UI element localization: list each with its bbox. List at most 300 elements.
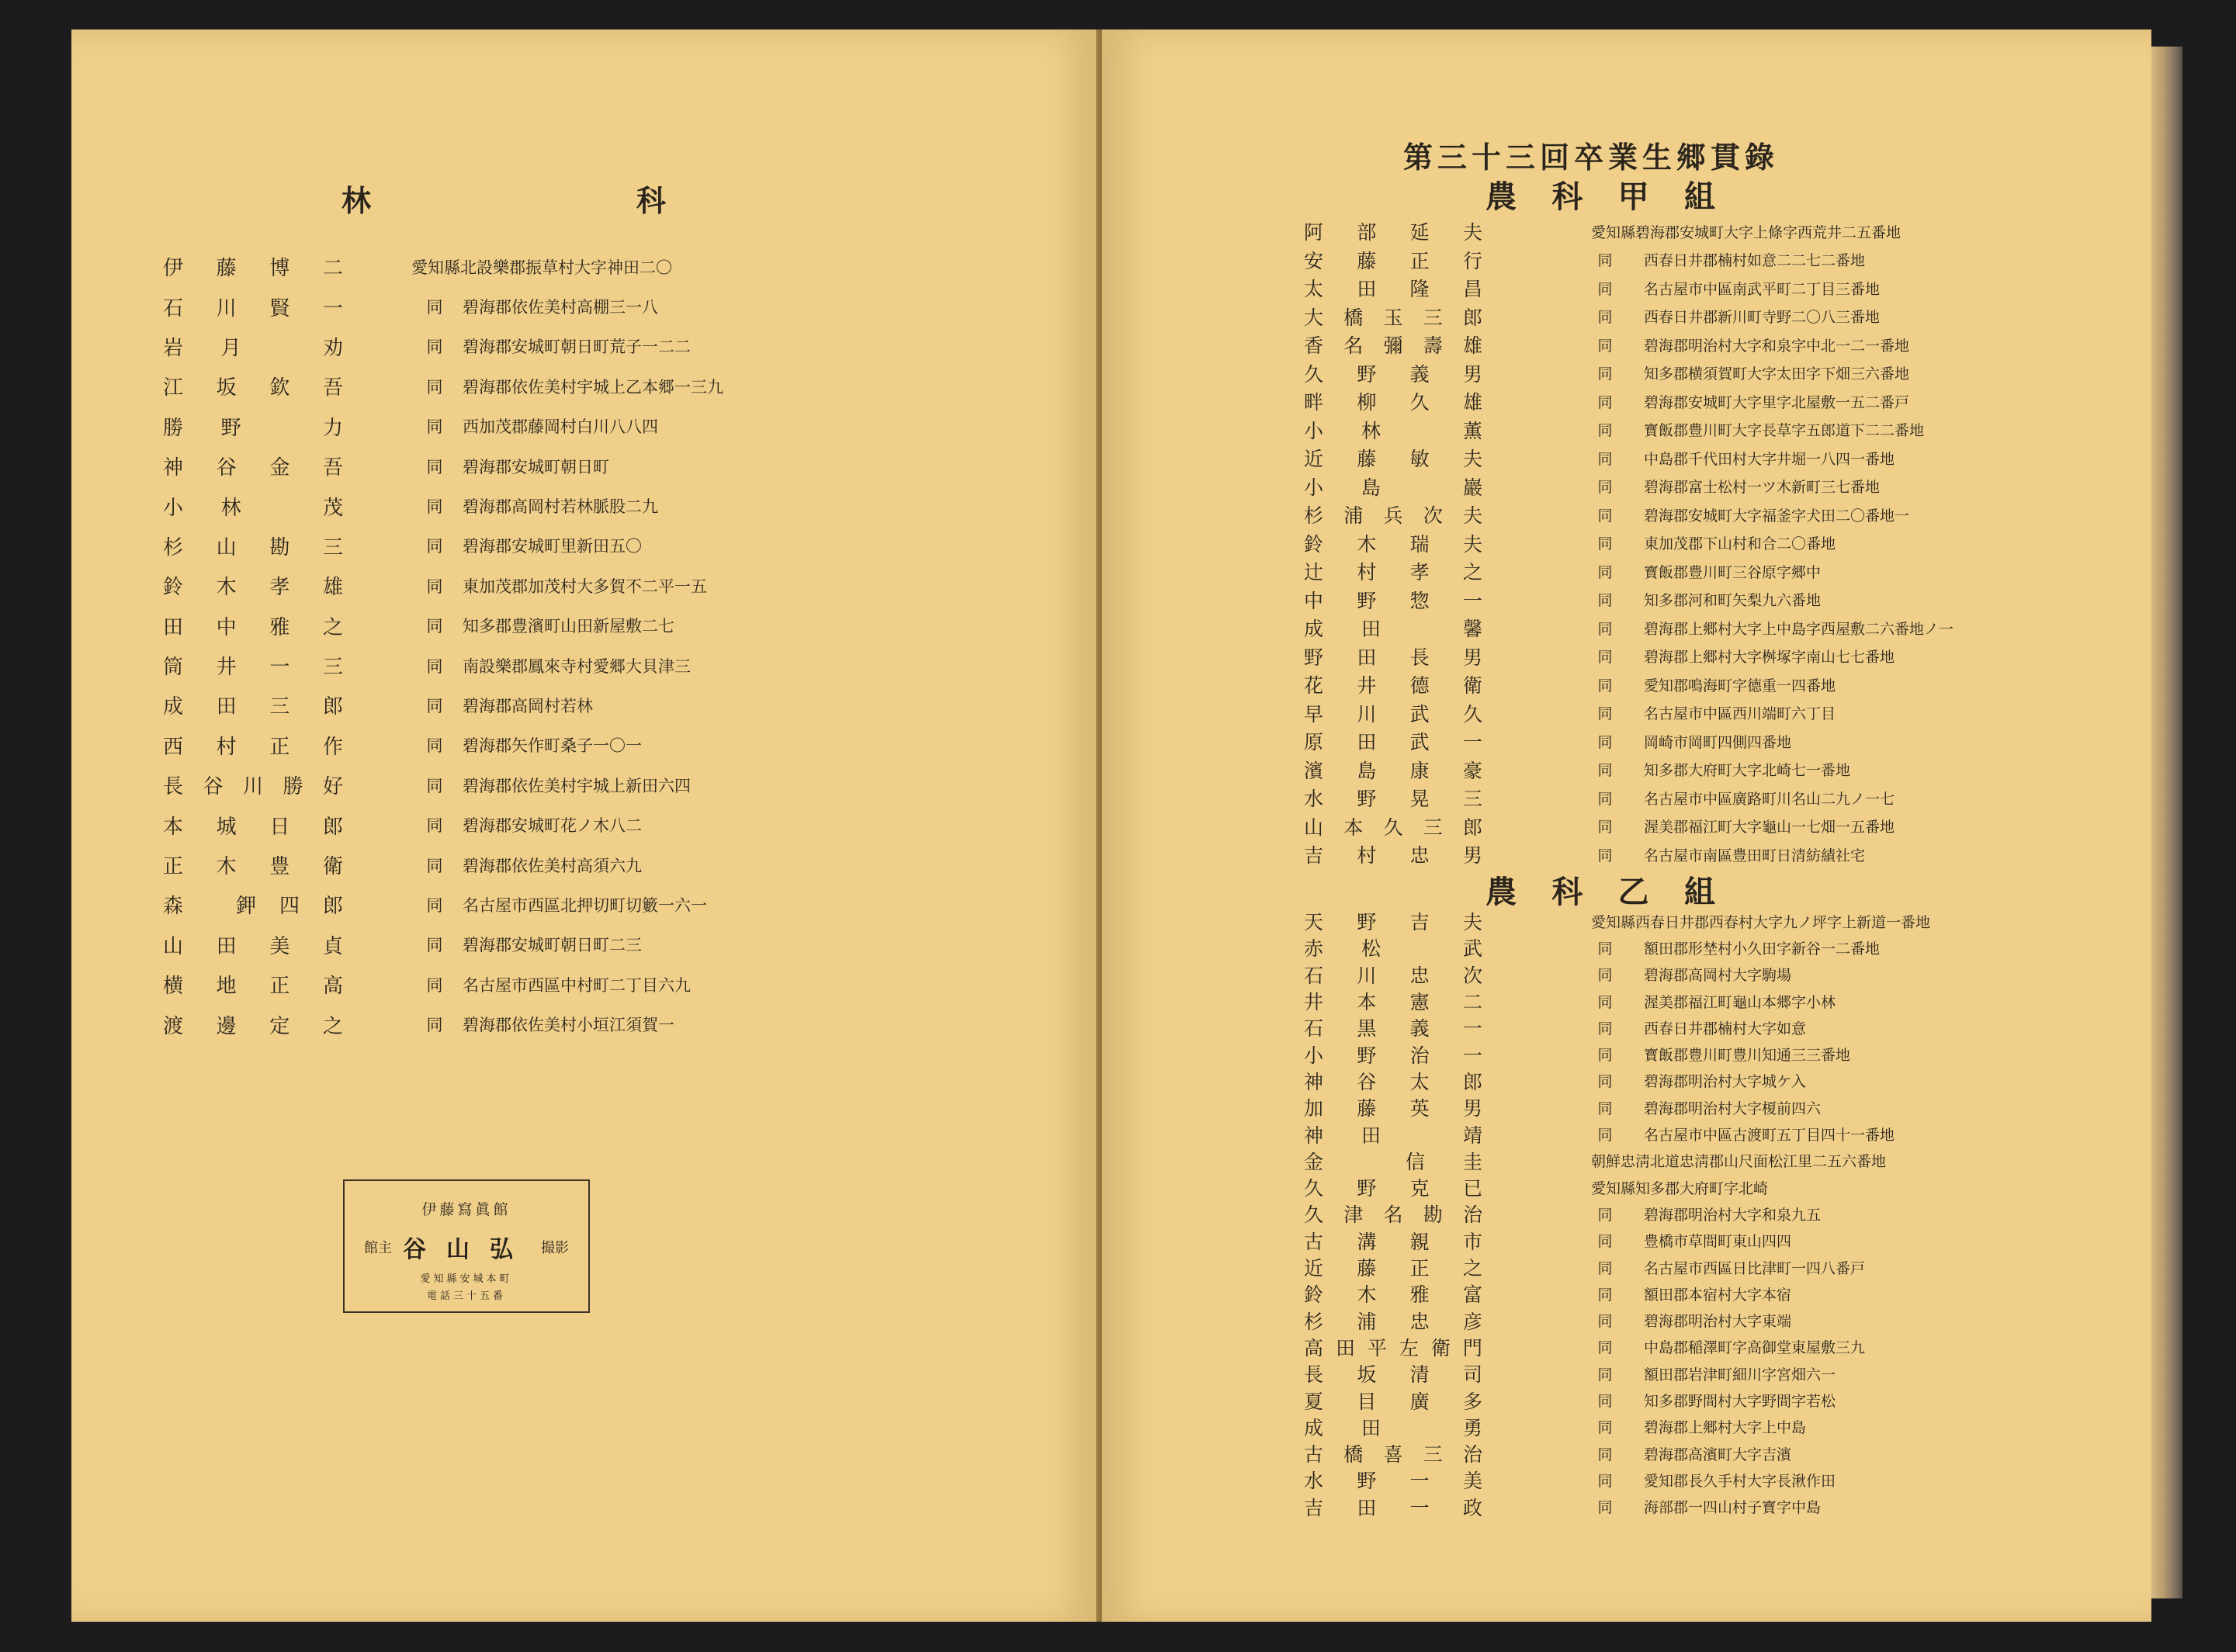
student-name-char xyxy=(1419,1120,1425,1148)
student-name-char: 田 xyxy=(216,934,237,958)
student-name xyxy=(163,811,343,840)
ditto-mark: 同 xyxy=(426,617,443,636)
home-address: 碧海郡明治村大字和泉字中北一二一番地 xyxy=(1644,337,1910,355)
student-name-char: 花 xyxy=(1304,674,1324,698)
student-name-char: 巖 xyxy=(1462,476,1482,499)
student-name-char: 林 xyxy=(220,496,241,520)
student-name-char: 雅 xyxy=(1409,1283,1430,1307)
section-title-char xyxy=(498,177,510,220)
student-name-char: 筒 xyxy=(163,656,184,680)
student-name xyxy=(1304,756,1482,784)
student-name-char: 中 xyxy=(1304,589,1324,612)
student-name-char: 部 xyxy=(1357,221,1377,244)
student-name-char: 野 xyxy=(1357,362,1377,386)
student-name-char: 鉀 xyxy=(236,895,257,919)
home-address: 西春日井郡楠村如意二二七二番地 xyxy=(1644,252,1866,270)
roster-row xyxy=(1304,303,2142,331)
student-name-char: 夫 xyxy=(1462,532,1482,556)
student-name-char: 夫 xyxy=(1462,221,1482,244)
student-name-char: 村 xyxy=(216,735,237,759)
student-name-char: 門 xyxy=(1462,1336,1482,1359)
student-name xyxy=(163,651,343,680)
home-address: 中島郡千代田村大字井堀一八四一番地 xyxy=(1644,450,1895,468)
roster-row xyxy=(1304,1228,2142,1254)
student-name xyxy=(1304,1280,1482,1307)
student-name-char: 平 xyxy=(1367,1336,1387,1359)
roster-row xyxy=(1304,988,2142,1014)
student-name xyxy=(1304,812,1482,840)
student-name-char: 茂 xyxy=(322,496,343,520)
roster-row xyxy=(163,606,861,646)
student-name-char: 之 xyxy=(1462,561,1482,584)
student-name-char: 左 xyxy=(1399,1336,1419,1359)
home-address: 中島郡稲澤町字高御堂東屋敷三九 xyxy=(1644,1339,1866,1357)
home-address: 碧海郡安城町里新田五〇 xyxy=(463,537,642,556)
student-name xyxy=(163,452,343,480)
home-address: 寳飯郡豊川町大字長草字五郎道下二二番地 xyxy=(1644,422,1925,440)
student-name-char: 昌 xyxy=(1462,278,1482,301)
student-name xyxy=(1304,1413,1482,1441)
home-address: 碧海郡安城町朝日町二三 xyxy=(463,936,642,955)
student-name xyxy=(1304,557,1482,585)
home-address: 東加茂郡下山村和合二〇番地 xyxy=(1644,535,1836,553)
student-name-char: 義 xyxy=(1409,1017,1430,1041)
student-name-char: 壽 xyxy=(1423,334,1443,358)
student-name-char: 市 xyxy=(1462,1230,1482,1253)
student-name xyxy=(1304,961,1482,989)
student-name xyxy=(163,532,343,560)
ditto-mark: 同 xyxy=(1597,1047,1613,1065)
home-address: 知多郡河和町矢梨九六番地 xyxy=(1644,592,1822,610)
student-name-char: 木 xyxy=(216,576,237,600)
student-name-char: 山 xyxy=(163,934,184,958)
student-name-char: 杉 xyxy=(1304,1310,1324,1333)
roster-row xyxy=(163,446,861,486)
student-name-char: 近 xyxy=(1304,1257,1324,1280)
student-name xyxy=(1304,246,1482,274)
student-name-char: 親 xyxy=(1409,1230,1430,1253)
student-name-char: 治 xyxy=(1462,1443,1482,1467)
ditto-mark: 同 xyxy=(1597,1259,1613,1277)
student-name-char: 正 xyxy=(269,735,290,759)
student-name-char: 田 xyxy=(216,695,237,719)
group-title-char: 乙 xyxy=(1617,874,1649,910)
roster-row xyxy=(1304,1148,2142,1174)
roster-row xyxy=(163,526,861,566)
student-name-char: 郎 xyxy=(322,695,343,719)
student-name-char: 邊 xyxy=(216,1014,237,1038)
home-address: 東加茂郡加茂村大多賀不二平一五 xyxy=(463,577,707,596)
student-name-char: 藤 xyxy=(1357,249,1377,272)
ditto-mark: 同 xyxy=(1597,1446,1613,1463)
student-name-char: 田 xyxy=(1357,278,1377,301)
student-name-char: 柳 xyxy=(1357,391,1377,414)
home-address: 豊橋市草間町東山四四 xyxy=(1644,1233,1792,1251)
student-name-char: 一 xyxy=(1462,1044,1482,1067)
student-name-char: 勘 xyxy=(1423,1204,1443,1227)
ditto-mark: 同 xyxy=(1597,677,1613,694)
student-name-char: 武 xyxy=(1409,702,1430,726)
roster-row xyxy=(163,407,861,446)
student-name-char: 辻 xyxy=(1304,561,1324,584)
stamp-proprietor-line xyxy=(364,1230,569,1264)
student-name-char: 男 xyxy=(1462,646,1482,669)
student-name-char: 德 xyxy=(1409,674,1430,698)
home-address: 朝鮮忠淸北道忠淸郡山尺面松江里二五六番地 xyxy=(1591,1153,1887,1171)
student-name-char: 郎 xyxy=(322,895,343,919)
student-name-char: 吾 xyxy=(322,376,343,400)
student-name-char: 安 xyxy=(1304,249,1324,272)
student-name-char: 克 xyxy=(1409,1177,1430,1200)
student-name-char: 橋 xyxy=(1343,306,1364,329)
student-name-char: 夏 xyxy=(1304,1390,1324,1413)
student-name-char: 一 xyxy=(1409,1496,1430,1519)
roster-row xyxy=(163,685,861,725)
student-name-char: 石 xyxy=(1304,964,1324,987)
ditto-mark: 同 xyxy=(1597,1472,1613,1490)
student-name-char: 石 xyxy=(1304,1017,1324,1041)
home-address: 愛知郡長久手村大字長湫作田 xyxy=(1644,1472,1836,1490)
roster-row xyxy=(1304,727,2142,756)
student-name-char: 小 xyxy=(1304,419,1324,442)
student-name-char: 衛 xyxy=(1462,674,1482,698)
student-name-char: 小 xyxy=(1304,1044,1324,1067)
roster-row xyxy=(1304,1387,2142,1413)
ditto-mark: 同 xyxy=(1597,1206,1613,1224)
roster-row xyxy=(1304,756,2142,784)
stamp-studio-name: 伊藤寫眞館 xyxy=(421,1201,511,1218)
home-address: 渥美郡福江町大字龜山一七畑一五番地 xyxy=(1644,819,1895,836)
student-name-char: 三 xyxy=(1423,816,1443,839)
student-name xyxy=(1304,642,1482,670)
group-title-char: 農 xyxy=(1485,874,1517,910)
student-name xyxy=(1304,1359,1482,1387)
home-address: 西春日井郡楠村大字如意 xyxy=(1644,1020,1807,1037)
home-address: 碧海郡明治村大字和泉九五 xyxy=(1644,1206,1822,1224)
ditto-mark: 同 xyxy=(1597,1313,1613,1331)
student-name-char xyxy=(1419,1413,1425,1441)
roster-row xyxy=(1304,359,2142,388)
section-title-char: 林 xyxy=(341,183,373,218)
roster-row xyxy=(1304,1414,2142,1440)
student-name-char xyxy=(279,332,285,361)
student-name-char: 喜 xyxy=(1383,1443,1403,1467)
student-name-char: 藤 xyxy=(1357,448,1377,471)
student-name xyxy=(1304,529,1482,557)
student-name-char: 夫 xyxy=(1462,504,1482,528)
home-address: 碧海郡明治村大字榎前四六 xyxy=(1644,1100,1822,1117)
student-name-char: 川 xyxy=(1357,964,1377,987)
student-name xyxy=(1304,1466,1482,1494)
student-name-char xyxy=(206,890,213,919)
student-name-char: 廣 xyxy=(1409,1390,1430,1413)
ditto-mark: 同 xyxy=(426,656,443,676)
student-name xyxy=(1304,359,1482,387)
student-name-char: 井 xyxy=(1304,991,1324,1014)
home-address: 名古屋市西區日比津町一四八番戸 xyxy=(1644,1259,1866,1277)
student-name-char: 本 xyxy=(1357,991,1377,1014)
roster-row xyxy=(1304,331,2142,359)
ditto-mark: 同 xyxy=(1597,1127,1613,1145)
roster-row xyxy=(163,286,861,326)
home-address: 額田郡形埜村小久田字新谷一二番地 xyxy=(1644,940,1881,958)
ditto-mark: 同 xyxy=(426,736,443,756)
student-name-char: 豊 xyxy=(269,855,290,879)
student-name xyxy=(1304,444,1482,472)
student-name-char: 谷 xyxy=(216,456,237,480)
student-name-char: 杉 xyxy=(1304,504,1324,528)
student-name-char: 彦 xyxy=(1462,1310,1482,1333)
group-title-char: 科 xyxy=(1551,178,1583,215)
home-address: 額田郡本宿村大字本宿 xyxy=(1644,1286,1792,1304)
student-name-char: 勝 xyxy=(283,775,303,799)
student-name-char: 三 xyxy=(322,535,343,559)
stamp-address: 愛知縣安城本町 xyxy=(420,1273,513,1285)
student-name xyxy=(1304,1253,1482,1281)
student-name-char: 鈴 xyxy=(1304,1283,1324,1307)
student-name-char: 松 xyxy=(1361,937,1381,961)
student-name-char: 一 xyxy=(1462,589,1482,612)
roster-row xyxy=(1304,961,2142,988)
student-name-char: 孝 xyxy=(269,576,290,600)
student-name-char: 森 xyxy=(163,895,184,919)
student-name xyxy=(1304,1307,1482,1335)
student-name-char: 豪 xyxy=(1462,759,1482,782)
roster-row xyxy=(1304,1307,2142,1333)
student-name-char: 博 xyxy=(269,257,290,281)
group-b-roster xyxy=(1304,908,2142,1520)
student-name-char: 香 xyxy=(1304,334,1324,358)
ditto-mark: 同 xyxy=(426,577,443,596)
student-name xyxy=(1304,1387,1482,1415)
ditto-mark: 同 xyxy=(1597,705,1613,723)
studio-stamp xyxy=(343,1179,590,1313)
student-name-char: 長 xyxy=(1409,646,1430,669)
student-name-char: 二 xyxy=(1462,991,1482,1014)
roster-row xyxy=(1304,274,2142,303)
student-name xyxy=(1304,303,1482,331)
student-name-char: 西 xyxy=(163,735,184,759)
student-name-char: 武 xyxy=(1462,937,1482,961)
student-name xyxy=(1304,416,1482,444)
student-name-char: 貞 xyxy=(322,934,343,958)
student-name-char: 男 xyxy=(1462,844,1482,868)
student-name-char: 谷 xyxy=(1357,1070,1377,1093)
student-name-char: 信 xyxy=(1405,1150,1425,1173)
page-title: 第三十三回卒業生郷貫錄 xyxy=(1403,140,1780,175)
student-name xyxy=(163,332,343,361)
student-name-char: 玉 xyxy=(1383,306,1403,329)
student-name-char: 久 xyxy=(1462,702,1482,726)
roster-row xyxy=(1304,1494,2142,1520)
student-name-char: 瑞 xyxy=(1409,532,1430,556)
roster-row xyxy=(163,805,861,844)
student-name-char: 馨 xyxy=(1462,618,1482,641)
student-name xyxy=(1304,1120,1482,1148)
student-name-char: 一 xyxy=(269,656,290,680)
ditto-mark: 同 xyxy=(1597,280,1613,298)
ditto-mark: 同 xyxy=(1597,1392,1613,1410)
ditto-mark: 同 xyxy=(1597,309,1613,327)
student-name-char: 太 xyxy=(1304,278,1324,301)
ditto-mark: 同 xyxy=(1597,365,1613,383)
ditto-mark: 同 xyxy=(1597,790,1613,808)
student-name xyxy=(1304,1067,1482,1095)
student-name-char: 正 xyxy=(1409,1257,1430,1280)
home-address: 碧海郡上郷村大字上中島字西屋敷二六番地ノ一 xyxy=(1644,620,1954,638)
student-name-char: 岩 xyxy=(163,336,184,360)
student-name-char: 夫 xyxy=(1462,911,1482,934)
student-name-char: 赤 xyxy=(1304,937,1324,961)
student-name-char: 濱 xyxy=(1304,759,1324,782)
ditto-mark: 同 xyxy=(1597,993,1613,1011)
student-name-char: 久 xyxy=(1304,362,1324,386)
home-address: 西春日井郡新川町寺野二〇八三番地 xyxy=(1644,309,1881,327)
home-address: 岡崎市岡町四側四番地 xyxy=(1644,733,1792,751)
student-name-char: 一 xyxy=(1409,1470,1430,1493)
roster-row xyxy=(1304,1041,2142,1067)
student-name-char: 久 xyxy=(1304,1177,1324,1200)
student-name-char: 本 xyxy=(163,815,184,839)
student-name-char: 彌 xyxy=(1383,334,1403,358)
roster-row xyxy=(1304,614,2142,642)
roster-row xyxy=(1304,557,2142,586)
home-address: 愛知縣碧海郡安城町大字上條字西荒井二五番地 xyxy=(1591,223,1901,241)
roster-row xyxy=(1304,416,2142,445)
student-name-char: 地 xyxy=(216,975,237,999)
roster-row xyxy=(1304,1094,2142,1120)
student-name xyxy=(1304,1173,1482,1201)
student-name-char: 成 xyxy=(1304,1416,1324,1439)
ditto-mark: 同 xyxy=(426,696,443,715)
student-name-char: 靖 xyxy=(1462,1124,1482,1147)
student-name-char: 野 xyxy=(1357,1044,1377,1067)
student-name xyxy=(163,1010,343,1039)
stamp-phone: 電話三十五番 xyxy=(426,1290,506,1302)
roster-row xyxy=(1304,1014,2142,1041)
home-address: 碧海郡安城町花ノ木八二 xyxy=(463,816,642,836)
roster-row xyxy=(163,925,861,965)
student-name-char: 野 xyxy=(1357,1177,1377,1200)
ditto-mark: 同 xyxy=(426,298,443,317)
home-address: 知多郡野間村大字野間字若松 xyxy=(1644,1392,1836,1410)
student-name-char: 野 xyxy=(1357,589,1377,612)
student-name-char: 井 xyxy=(1357,674,1377,698)
ditto-mark: 同 xyxy=(426,537,443,556)
student-name-char: 司 xyxy=(1462,1363,1482,1387)
student-name-char: 山 xyxy=(216,535,237,559)
student-name-char: 英 xyxy=(1409,1097,1430,1120)
home-address: 名古屋市南區豊田町日清紡績社宅 xyxy=(1644,847,1866,864)
student-name xyxy=(163,930,343,959)
home-address: 愛知縣北設樂郡振草村大字神田二〇 xyxy=(411,258,672,277)
student-name-char: 正 xyxy=(269,975,290,999)
student-name xyxy=(163,571,343,600)
forestry-section-title xyxy=(341,177,667,220)
ditto-mark: 同 xyxy=(1597,592,1613,610)
student-name-char: 島 xyxy=(1357,759,1377,782)
student-name xyxy=(1304,1093,1482,1121)
student-name-char: 成 xyxy=(1304,618,1324,641)
ditto-mark: 同 xyxy=(1597,620,1613,638)
student-name-char: 坂 xyxy=(216,376,237,400)
roster-row xyxy=(1304,699,2142,728)
home-address: 名古屋市中區廣路町川名山二九ノ一七 xyxy=(1644,790,1895,808)
group-a-roster xyxy=(1304,217,2142,869)
student-name-char: 三 xyxy=(1423,1443,1443,1467)
student-name-char: 久 xyxy=(1383,816,1403,839)
home-address: 寳飯郡豊川町豊川知通三三番地 xyxy=(1644,1047,1851,1065)
ditto-mark: 同 xyxy=(1597,535,1613,553)
student-name xyxy=(1304,670,1482,698)
home-address: 名古屋市中區南武平町二丁目三番地 xyxy=(1644,280,1881,298)
student-name-char: 神 xyxy=(163,456,184,480)
student-name-char: 渡 xyxy=(163,1014,184,1038)
student-name-char: 石 xyxy=(163,296,184,320)
roster-row xyxy=(1304,908,2142,934)
roster-row xyxy=(1304,642,2142,671)
home-address: 碧海郡安城町大字福釜字犬田二〇番地一 xyxy=(1644,507,1910,525)
roster-row xyxy=(1304,1334,2142,1360)
student-name-char: 美 xyxy=(1462,1470,1482,1493)
student-name-char: 勘 xyxy=(269,535,290,559)
student-name-char: 川 xyxy=(216,296,237,320)
student-name-char: 男 xyxy=(1462,1097,1482,1120)
student-name xyxy=(163,850,343,879)
student-name xyxy=(163,492,343,521)
ditto-mark: 同 xyxy=(1597,450,1613,468)
ditto-mark: 同 xyxy=(1597,337,1613,355)
home-address: 寳飯郡豊川町三谷原字郷中 xyxy=(1644,563,1822,581)
student-name-char: 長 xyxy=(1304,1363,1324,1387)
roster-row xyxy=(1304,1467,2142,1493)
student-name-char: 金 xyxy=(1304,1150,1324,1173)
student-name-char: 田 xyxy=(1357,646,1377,669)
student-name xyxy=(1304,1147,1482,1175)
student-name-char: 川 xyxy=(1357,702,1377,726)
student-name-char: 欽 xyxy=(269,376,290,400)
student-name-char: 隆 xyxy=(1409,278,1430,301)
student-name-char: 賢 xyxy=(269,296,290,320)
student-name-char xyxy=(279,412,285,441)
student-name xyxy=(1304,614,1482,642)
student-name-char: 圭 xyxy=(1462,1150,1482,1173)
student-name-char: 早 xyxy=(1304,702,1324,726)
student-name-char: 木 xyxy=(1357,532,1377,556)
student-name xyxy=(1304,907,1482,935)
student-name xyxy=(163,731,343,760)
home-address: 碧海郡高濱町大字吉濱 xyxy=(1644,1446,1792,1463)
roster-row xyxy=(163,1004,861,1044)
student-name xyxy=(163,412,343,441)
roster-row xyxy=(1304,246,2142,275)
student-name xyxy=(1304,727,1482,755)
student-name-char: 一 xyxy=(1462,731,1482,754)
student-name-char: 三 xyxy=(322,656,343,680)
home-address: 碧海郡依佐美村宇城上乙本郷一三九 xyxy=(463,377,723,397)
student-name-char: 久 xyxy=(1409,391,1430,414)
student-name xyxy=(1304,1200,1482,1228)
roster-row xyxy=(1304,1254,2142,1280)
student-name-char: 康 xyxy=(1409,759,1430,782)
group-title-char: 組 xyxy=(1683,178,1715,215)
student-name-char: 兵 xyxy=(1383,504,1403,528)
student-name xyxy=(1304,987,1482,1015)
student-name-char: 野 xyxy=(1357,1470,1377,1493)
roster-row xyxy=(1304,1120,2142,1147)
roster-row xyxy=(163,247,861,286)
home-address: 愛知縣知多郡大府町字北崎 xyxy=(1591,1179,1769,1197)
